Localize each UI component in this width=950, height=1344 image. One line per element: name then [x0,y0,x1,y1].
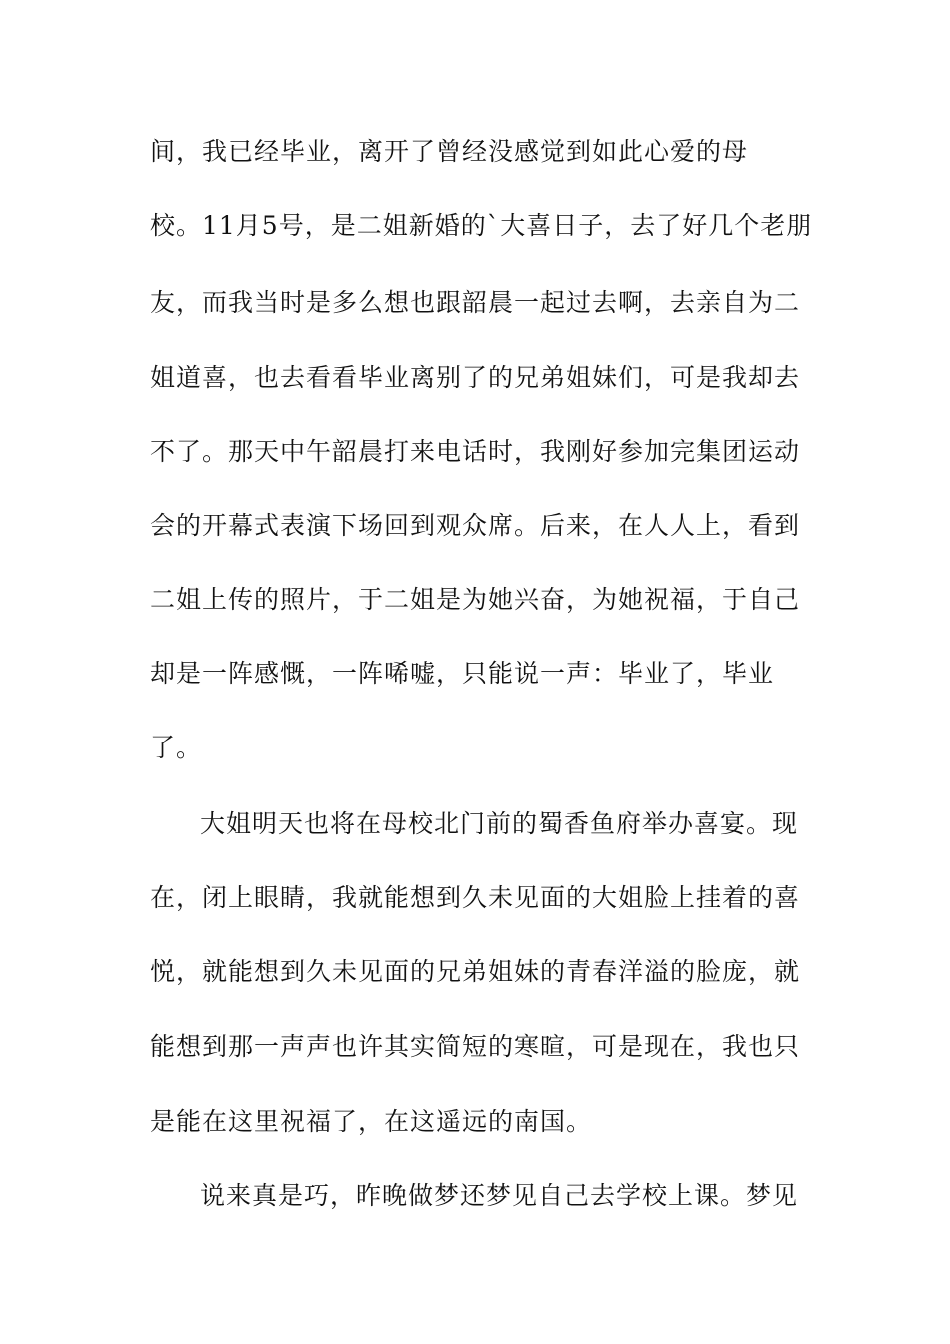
text-line: 能想到那一声声也许其实简短的寒暄，可是现在，我也只 [150,1032,801,1061]
text-line: 会的开幕式表演下场回到观众席。后来，在人人上，看到 [150,511,801,540]
paragraph-first-line: 大姐明天也将在母校北门前的蜀香鱼府举办喜宴。现 [200,809,799,838]
text-line: 间，我已经毕业，离开了曾经没感觉到如此心爱的母 [150,137,749,166]
text-line: 了。 [150,733,203,762]
text-line: 是能在这里祝福了，在这遥远的南国。 [150,1107,593,1136]
text-line: 悦，就能想到久未见面的兄弟姐妹的青春洋溢的脸庞，就 [150,957,801,986]
text-line: 却是一阵感慨，一阵唏嘘，只能说一声：毕业了，毕业 [150,659,775,688]
text-line: 二姐上传的照片，于二姐是为她兴奋，为她祝福，于自己 [150,585,801,614]
text-line: 友，而我当时是多么想也跟韶晨一起过去啊，去亲自为二 [150,288,801,317]
text-line: 不了。那天中午韶晨打来电话时，我刚好参加完集团运动 [150,437,801,466]
text-line: 姐道喜，也去看看毕业离别了的兄弟姐妹们，可是我却去 [150,363,801,392]
text-line: 校。11月5号，是二姐新婚的`大喜日子，去了好几个老朋 [150,211,813,240]
text-line: 在，闭上眼睛，我就能想到久未见面的大姐脸上挂着的喜 [150,883,801,912]
paragraph-first-line: 说来真是巧，昨晚做梦还梦见自己去学校上课。梦见 [200,1181,799,1210]
